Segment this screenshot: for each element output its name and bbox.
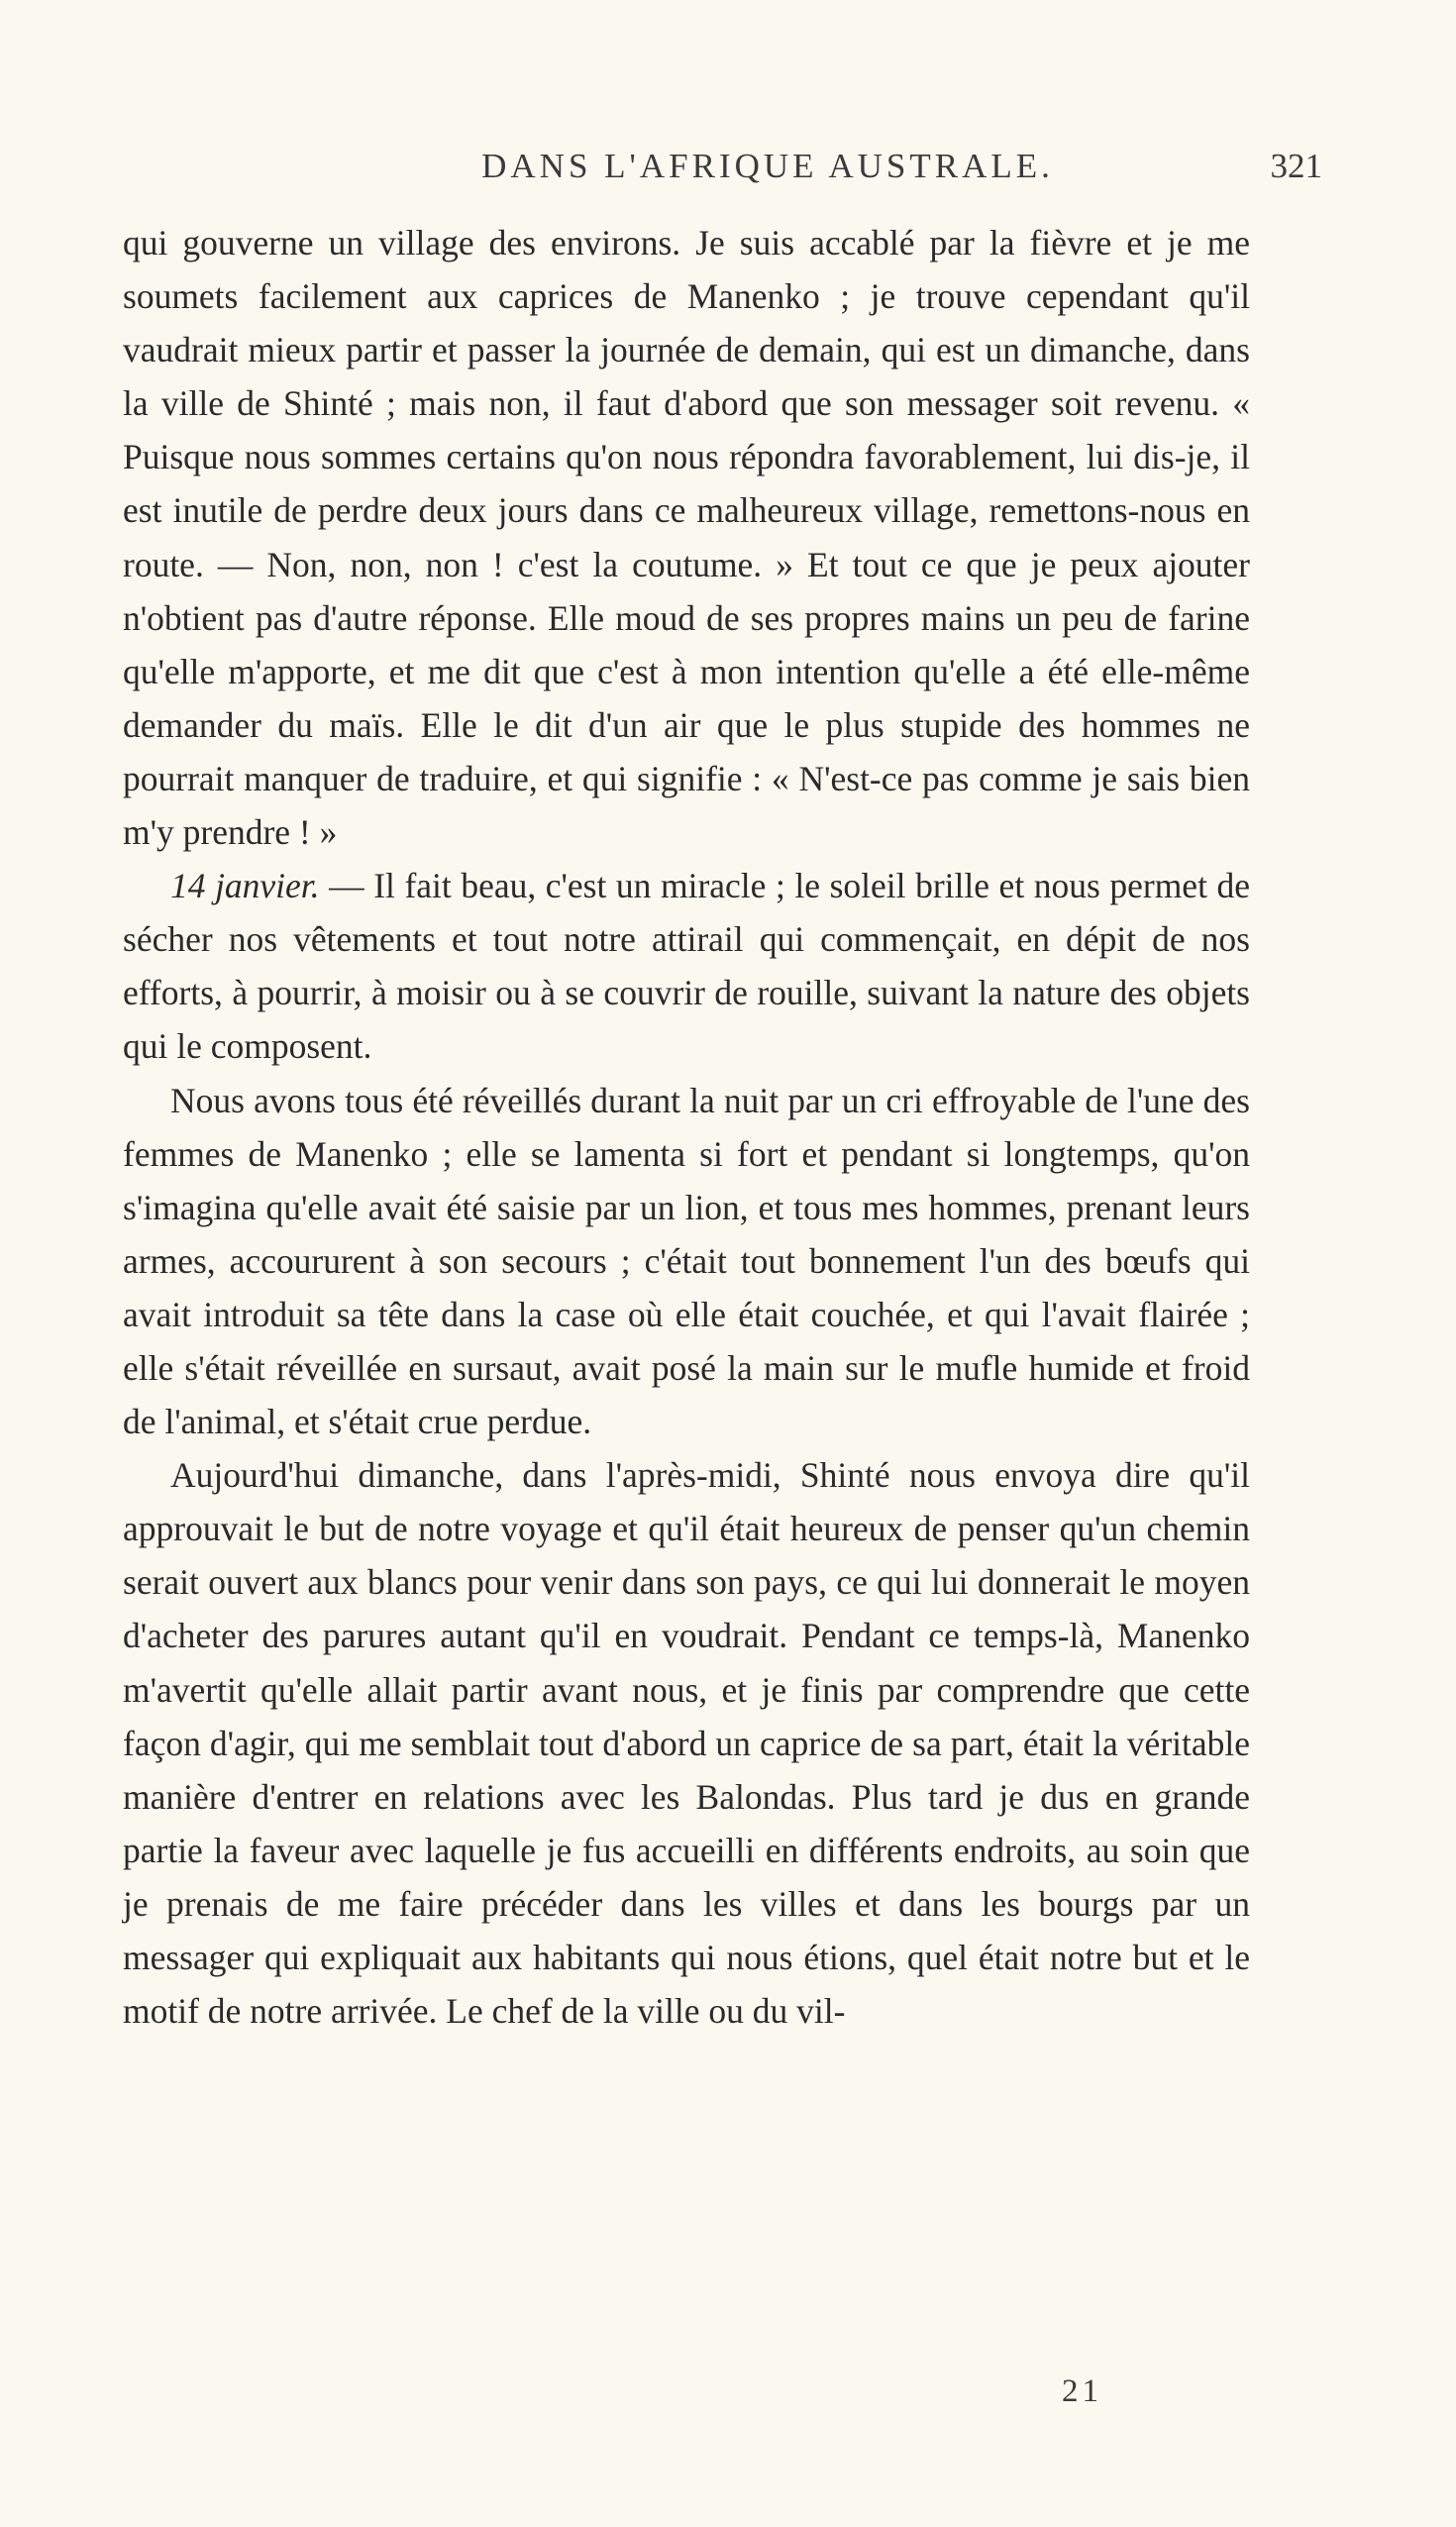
date-label: 14 janvier. — [170, 866, 320, 906]
running-title: DANS L'AFRIQUE AUSTRALE. — [481, 147, 1054, 185]
paragraph-2-text: — Il fait beau, c'est un miracle ; le soleil brille et nous permet de sécher nos vêtements et tout notre attirail qui commençait, en dépit de nos efforts, à pourrir, à moisir ou à se couvrir de rouille, suivant la nature des objets qui le composent. — [123, 866, 1251, 1067]
paragraph-4: Aujourd'hui dimanche, dans l'après-midi, Shinté nous envoya dire qu'il approuvait le but de notre voyage et qu'il était heureux de penser qu'un chemin serait ouvert aux blancs pour venir dans son pays, ce qui lui donnerait le moyen d'acheter des parures autant qu'il en voudrait. Pendant ce temps-là, Manenko m'avertit qu'elle allait partir avant nous, et je finis par comprendre que cette façon d'agir, qui me semblait tout d'abord un caprice de sa part, était la véritable manière d'entrer en relations avec les Balondas. Plus tard je dus en grande partie la faveur avec laquelle je fus accueilli en différents endroits, au soin que je prenais de me faire précéder dans les villes et dans les bourgs par un messager qui expliquait aux habitants qui nous étions, quel était notre but et le motif de notre arrivée. Le chef de la ville ou du vil- — [123, 1455, 1250, 2032]
paragraph-3: Nous avons tous été réveillés durant la nuit par un cri effroyable de l'une des femmes de Manenko ; elle se lamenta si fort et pendant si longtemps, qu'on s'imagina qu'elle avait été saisie par un lion, et tous mes hommes, prenant leurs armes, accoururent à son secours ; c'était tout bonnement l'un des bœufs qui avait introduit sa tête dans la case où elle était couchée, et qui l'avait flairée ; elle s'était réveillée en sursaut, avait posé la main sur le mufle humide et froid de l'animal, et s'était crue perdue. — [123, 1080, 1250, 1442]
paragraph-2 — [123, 859, 1250, 1073]
page-number: 321 — [1270, 147, 1322, 185]
paragraph-1: qui gouverne un village des environs. Je suis accablé par la fièvre et je me soumets facilement aux caprices de Manenko ; je trouve cependant qu'il vaudrait mieux partir et passer la journée de demain, qui est un dimanche, dans la ville de Shinté ; mais non, il faut d'abord que son messager soit revenu. « Puisque nous sommes certains qu'on nous répondra favorablement, lui dis-je, il est inutile de perdre deux jours dans ce malheureux village, remettons-nous en route. — Non, non, non ! c'est la coutume. » Et tout ce que je peux ajouter n'obtient pas d'autre réponse. Elle moud de ses propres mains un peu de farine qu'elle m'apporte, et me dit que c'est à mon intention qu'elle a été elle-même demander du maïs. Elle le dit d'un air que le plus stupide des hommes ne pourrait manquer de traduire, et qui signifie : « N'est-ce pas comme je sais bien m'y prendre ! » — [123, 223, 1250, 853]
body-text — [123, 216, 1250, 2038]
signature-mark: 21 — [1062, 2373, 1102, 2409]
running-head — [124, 147, 1322, 198]
